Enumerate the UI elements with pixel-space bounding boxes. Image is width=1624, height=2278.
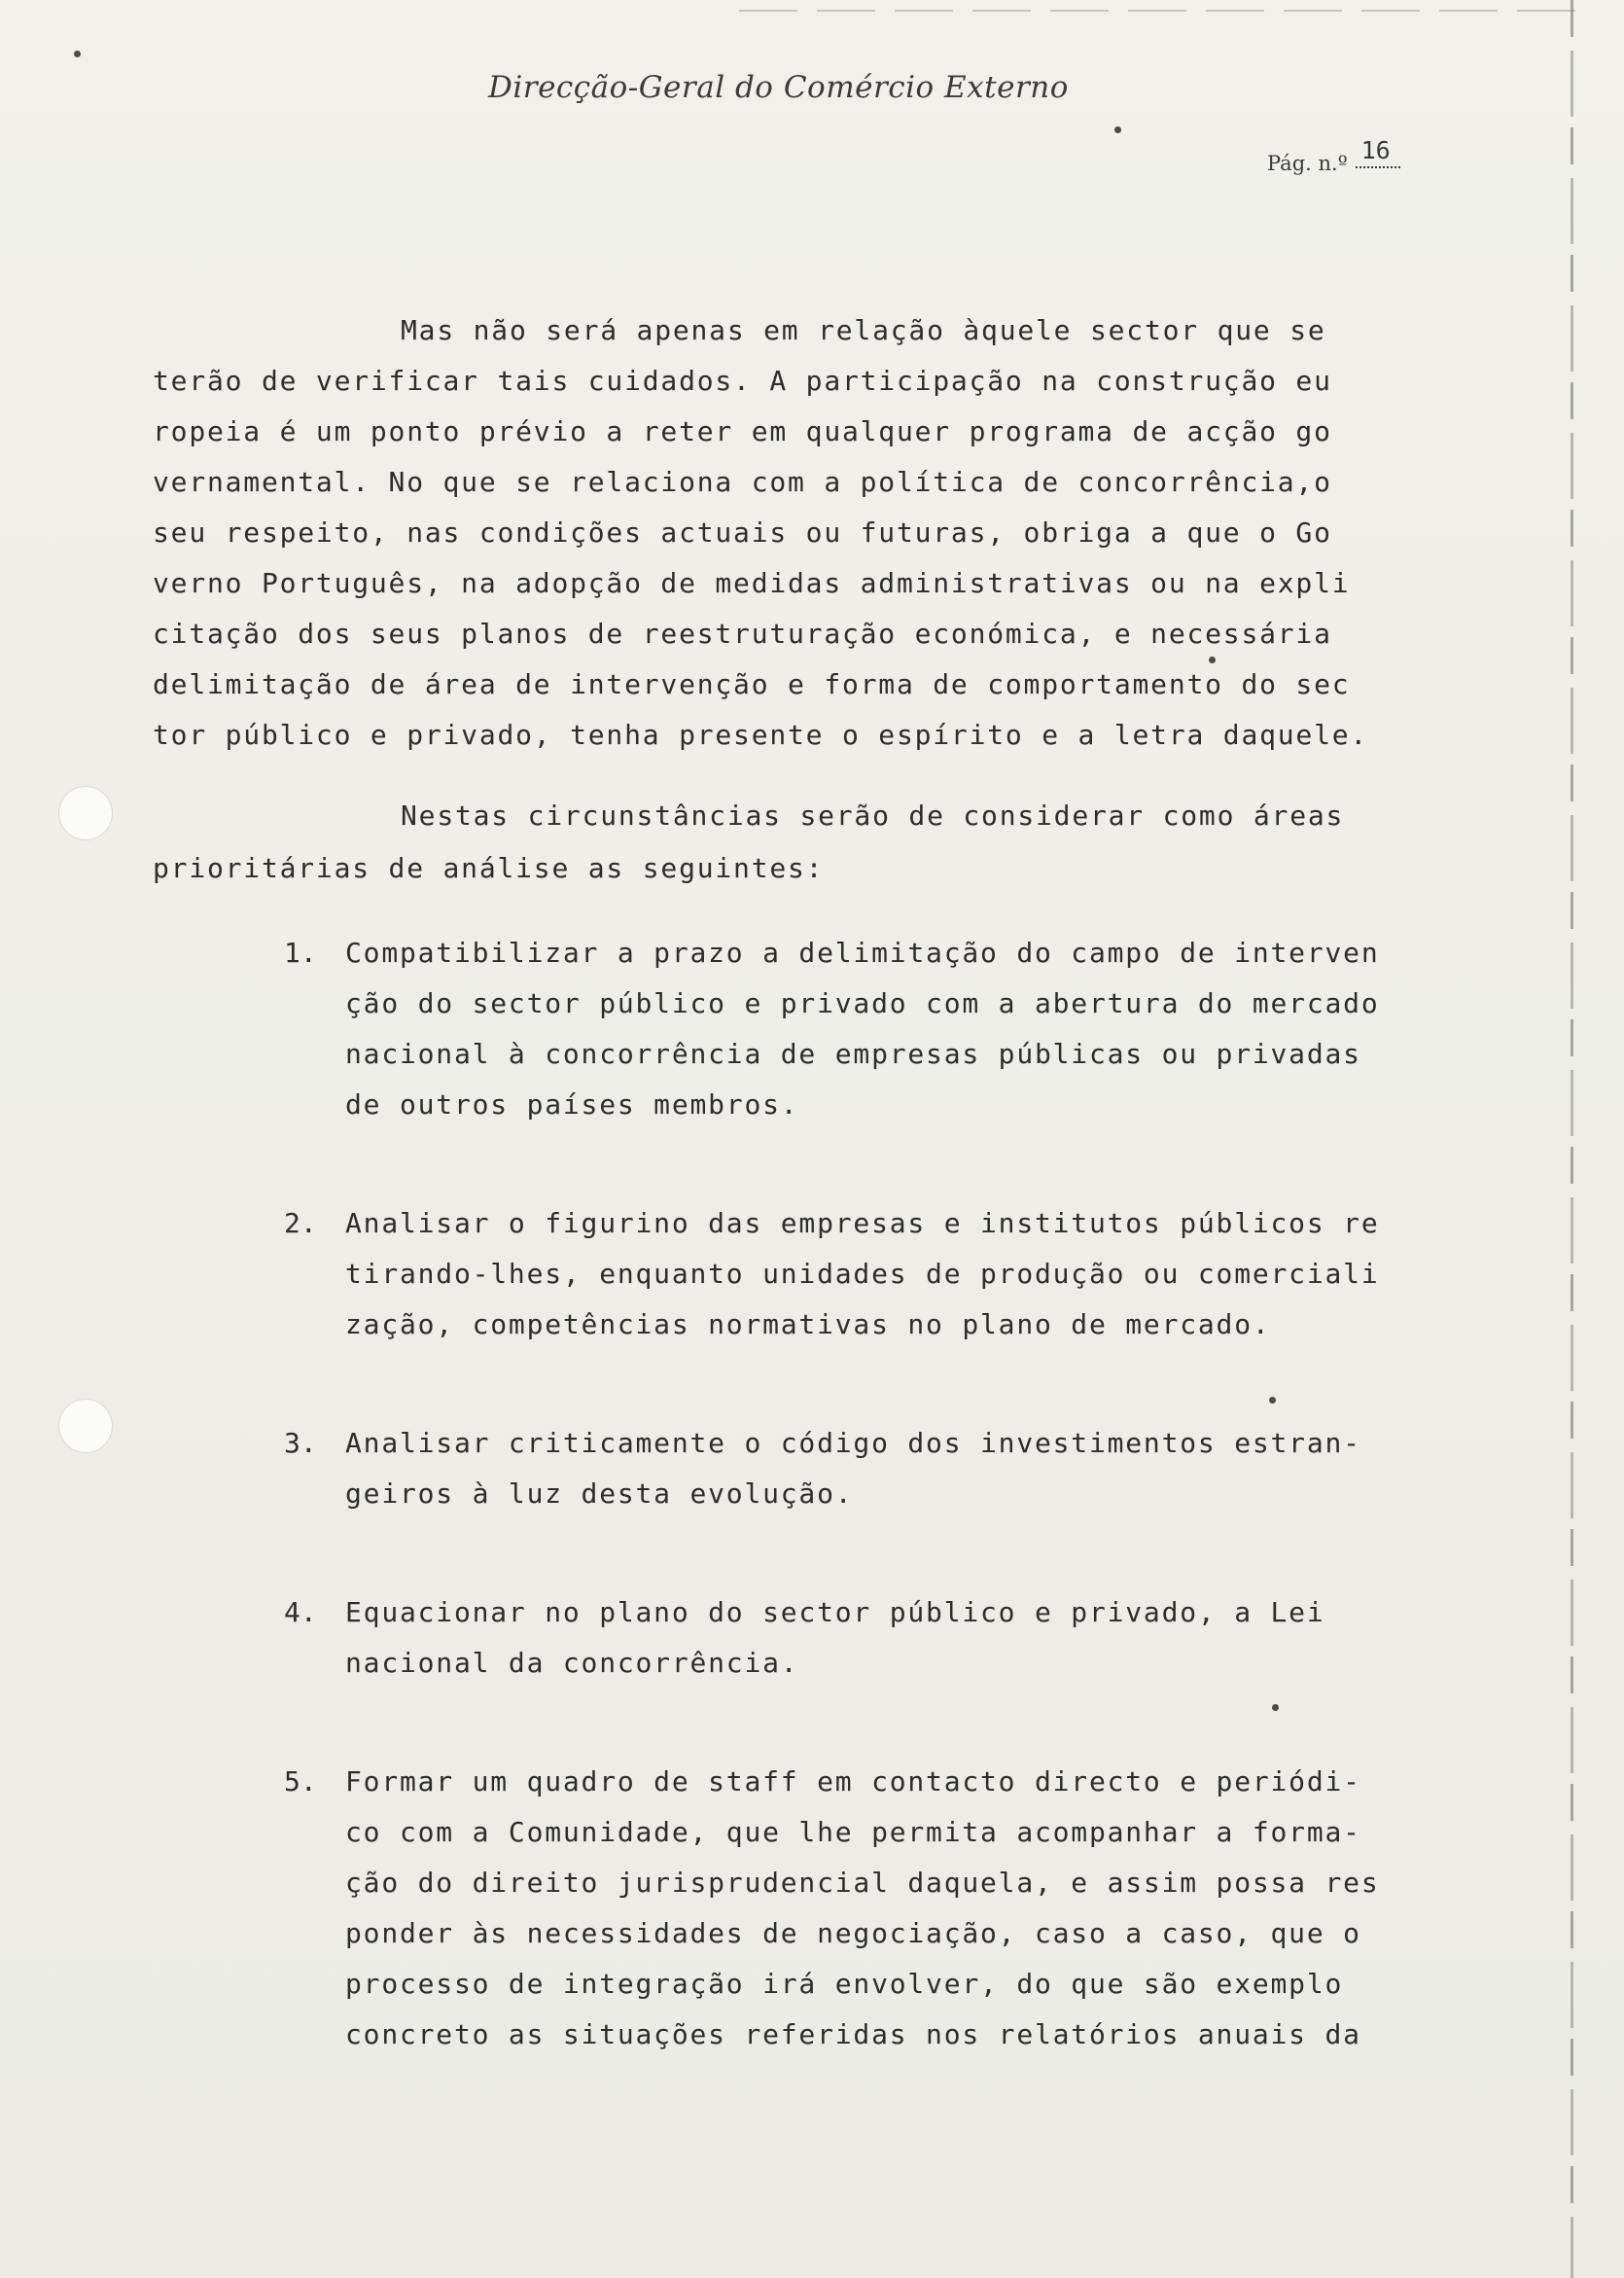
paragraph-1-line-9: tor público e privado, tenha presente o espírito e a letra daquele. — [153, 719, 1369, 751]
list-item-5-line-3: ção do direito jurisprudencial daquela, e assim possa res — [345, 1867, 1380, 1899]
list-item-5-line-2: co com a Comunidade, que lhe permita acompanhar a forma- — [345, 1816, 1361, 1848]
list-item-2-line-2: tirando-lhes, enquanto unidades de produção ou comerciali — [345, 1258, 1380, 1290]
scan-edge-line-right — [1571, 0, 1573, 2278]
ink-speck — [1269, 1397, 1276, 1404]
scan-edge-line-top — [739, 10, 1575, 12]
paragraph-1-line-1: Mas não será apenas em relação àquele sector que se — [401, 314, 1326, 346]
page-number-value: 16 — [1356, 136, 1400, 168]
list-item-2-line-3: zação, competências normativas no plano de mercado. — [345, 1308, 1271, 1340]
list-item-1-number: 1. — [284, 937, 317, 969]
page-number-label — [1267, 136, 1400, 180]
paragraph-1-line-2: terão de verificar tais cuidados. A participação na construção eu — [153, 365, 1332, 397]
letterhead: Direcção-Geral do Comércio Externo — [488, 70, 1069, 105]
list-item-5-number: 5. — [284, 1765, 317, 1797]
list-item-2-number: 2. — [284, 1207, 317, 1239]
list-item-1-line-4: de outros países membros. — [345, 1088, 799, 1121]
punch-hole-lower — [58, 1399, 113, 1453]
list-item-3-line-2: geiros à luz desta evolução. — [345, 1477, 854, 1510]
paragraph-1-line-8: delimitação de área de intervenção e forma de comportamento do sec — [153, 668, 1351, 700]
ink-speck — [1209, 657, 1216, 663]
page-label-text: Pág. n.º — [1267, 152, 1348, 175]
list-item-5-line-6: concreto as situações referidas nos relatórios anuais da — [345, 2018, 1361, 2050]
ink-speck — [74, 51, 81, 57]
list-item-3-line-1: Analisar criticamente o código dos investimentos estran- — [345, 1427, 1361, 1459]
list-item-4-line-2: nacional da concorrência. — [345, 1647, 799, 1679]
ink-speck — [1272, 1704, 1279, 1711]
paragraph-1-line-6: verno Português, na adopção de medidas administrativas ou na expli — [153, 567, 1351, 599]
list-item-1-line-3: nacional à concorrência de empresas públicas ou privadas — [345, 1038, 1361, 1070]
paragraph-2-line-1: Nestas circunstâncias serão de considerar como áreas — [401, 800, 1345, 832]
paragraph-2-line-2: prioritárias de análise as seguintes: — [153, 852, 825, 884]
list-item-4-number: 4. — [284, 1596, 317, 1628]
list-item-4-line-1: Equacionar no plano do sector público e privado, a Lei — [345, 1596, 1325, 1628]
list-item-2-line-1: Analisar o figurino das empresas e institutos públicos re — [345, 1207, 1380, 1239]
list-item-1-line-2: ção do sector público e privado com a abertura do mercado — [345, 987, 1380, 1019]
list-item-3-number: 3. — [284, 1427, 317, 1459]
list-item-5-line-4: ponder às necessidades de negociação, caso a caso, que o — [345, 1917, 1361, 1949]
paragraph-1-line-3: ropeia é um ponto prévio a reter em qualquer programa de acção go — [153, 415, 1332, 447]
ink-speck — [1114, 126, 1121, 133]
paragraph-1-line-4: vernamental. No que se relaciona com a política de concorrência,o — [153, 466, 1332, 498]
paragraph-1-line-7: citação dos seus planos de reestruturação económica, e necessária — [153, 618, 1332, 650]
list-item-1-line-1: Compatibilizar a prazo a delimitação do campo de interven — [345, 937, 1380, 969]
punch-hole-upper — [58, 786, 113, 840]
list-item-5-line-1: Formar um quadro de staff em contacto directo e periódi- — [345, 1765, 1361, 1797]
list-item-5-line-5: processo de integração irá envolver, do que são exemplo — [345, 1968, 1344, 2000]
paragraph-1-line-5: seu respeito, nas condições actuais ou futuras, obriga a que o Go — [153, 516, 1332, 549]
